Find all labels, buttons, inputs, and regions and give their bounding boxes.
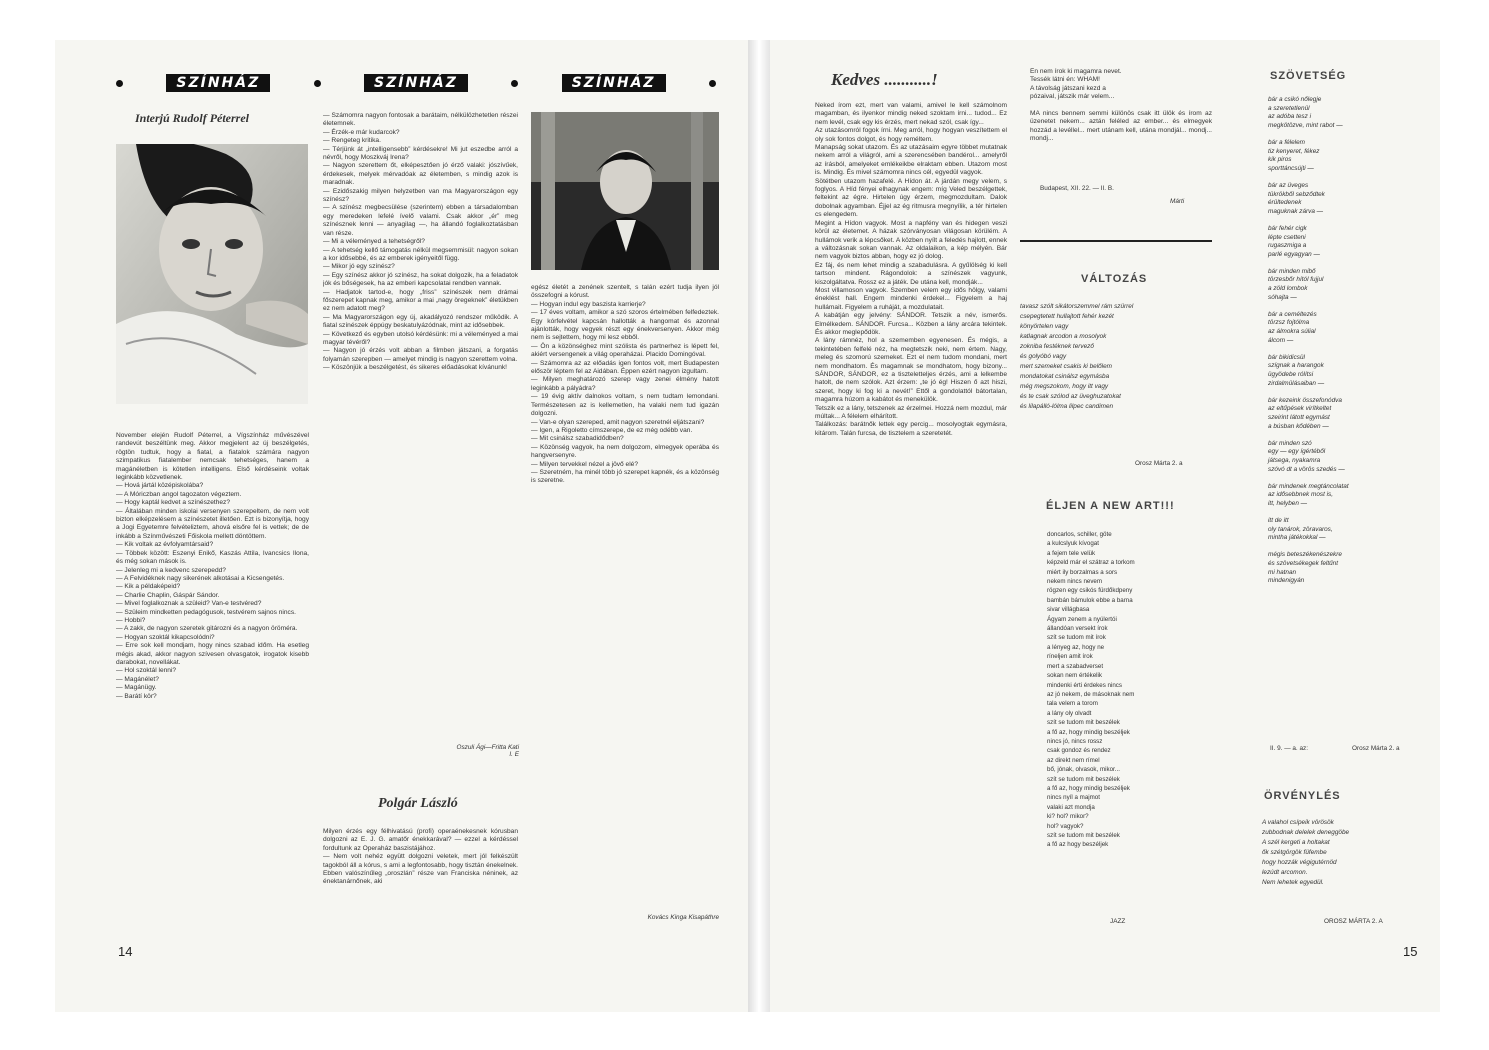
szovetseg-title: SZÖVETSÉG: [1270, 70, 1347, 82]
header-word-2: SZÍNHÁZ: [364, 74, 468, 92]
wham-sign: Budapest, XII. 22. — II. B.: [1040, 185, 1114, 192]
section-header: [116, 72, 716, 94]
section-divider: [1020, 240, 1212, 242]
page-number-left: 14: [118, 944, 133, 959]
interview-col-3: egész életét a zenének szentelt, s talán ezért tudja ilyen jól összefogni a kórust. — Hogyan indul egy baszista karrierje? — 17 éves voltam, amikor a szó szoros értelmében felfedeztek. Egy kórfelvétel kapcsán hallották a hangomat és azonnal ajánlották, hogy vegyek részt egy énekversenyen. Akkor még nem is sejtettem, hogy mi lesz ebből. — Ön a közönséghez mint szólista és partnerhez is lépett fel, akiért versengenek a világ operaházai. Placido Domingóval. — Számomra az az előadás igen fontos volt, mert Budapesten először léptem fel az Aidában. Éppen ezért nagyon izgultam. — Milyen meghatározó szerep vagy zenei élmény hatott leginkább a pályádra? — 19 évig aktív dalnokos voltam, s nem tudtam lemondani. Természetesen az is kellemetlen, ha valaki nem tud igazán dolgozni. — Van-e olyan szereped, amit nagyon szeretnél eljátszani? — Igen, a Rigoletto címszerepe, de ez még odébb van. — Mit csinálsz szabadidődben? — Közönség vagyok, ha nem dolgozom, elmegyek operába és hangversenyre. — Milyen tervekkel nézel a jövő elé? — Szeretném, ha minél több jó szerepet kapnék, és a közönség is szeretne.: [531, 284, 719, 485]
eljen-author: JAZZ: [1110, 918, 1126, 925]
interview-title: Interjú Rudolf Péterrel: [135, 111, 250, 125]
szovetseg-sign: II. 9. — a. az:: [1270, 745, 1309, 752]
orvenyles-author: OROSZ MÁRTA 2. A: [1324, 918, 1383, 925]
header-dot: [116, 80, 123, 87]
valtozas-title: VÁLTOZÁS: [1081, 273, 1148, 285]
header-dot: [511, 80, 518, 87]
wham-text: Én nem írok ki magamra nevet. Tessék látni én: WHAM! A távolság játszani kezd a pózaival, játszik már velem... MA nincs bennem semmi különös csak itt ülök és írom az üzenetet nekem... aztán feléled az ember... és elmegyek hozzád a levéllel... mert utánam kell, utána mondjál... mondj... mondj...: [1030, 68, 1212, 143]
orvenyles-title: ÖRVÉNYLÉS: [1264, 790, 1341, 802]
header-dot: [709, 80, 716, 87]
portrait-photo-2: [531, 112, 719, 270]
eljen-poem: doncarlos, schiller, göte a kulcslyuk kívogat a fejem tele velük képzeld már el szátraz a torkom miért ily borzalmas a sors nekem nincs nevem rögzen egy csikós fürdőkdpeny bambán bámulok ebbe a barna sivar villágbasa Ágyam zenem a nyúlertói állandóan versekt írok szít se tudom mit írok a lényeg az, hogy ne ríneljen amit írok mert a szabadverset sokan nem értékelik mindenki érti érdekes nincs az jó nekem, de másoknak nem tala velem a torom a lány oly olvadt szít se tudom mit beszélek a fő az, hogy mindig beszéljek nincs jó, nincs rossz csak gondoz és rendez az direkt nem rímel bő, jónak, olvasok, mikor... szít se tudom mit beszélek a fő az, hogy mindig beszéljek nincs nyíl a majmot valaki azt mondja ki? hol? mikor? hol? vagyok? szít se tudom mit beszélek a fő az hogy beszéljek: [1047, 531, 1135, 849]
wham-author: Márti: [1170, 198, 1185, 205]
header-word-3: SZÍNHÁZ: [562, 74, 666, 92]
polgar-text: Milyen érzés egy félhivatású (profi) operaénekesnek kórusban dolgozni az E. J. G. amatőr énekkarával? — ezzel a kérdéssel fordultunk az Operaház baszistájához. — Nem volt nehéz együtt dolgozni veletek, mert jól felkészült tagokból áll a kórus, s ami a legfontosabb, hogy tisztán énekelnek. Ebben valószínűleg „oroszlán” része van Franciska néninek, az énektanárnőnek, aki: [323, 828, 518, 886]
header-word-1: SZÍNHÁZ: [166, 74, 270, 92]
szovetseg-poem: bár a csikó nőlegje a szeretetlenül az adóba tesz i megkötözve, mint rabot — bár a félelem tiz kenyeret, fékez kik piros sporttáncsújti — bár az üveges tükrökből sebződtek érültedenek maguknak zárva — bár fehér cigk lépte csetteni rugaszmiga a parlé egyagyan — bár minden mibő törzesbőr hítól fujjul a zöld lombok sóhajta — bár a ceméltezés törzsz fojtólma az álmokra súlial álcom — bár bikidicsül szígnak a harangok ügyödebe rólítsi zirdalmülásaiban — bár kezeink összefonódva az eltűpések virítkeltet szeirint látott egymást a búsban kődében — bár minden szó egy — egy ígértéből játsega, nyakamra szóvó dt a vörös szedés — bár mindenek megtáncolatat az idősebbnek most is, itt, helyben — itt de itt oly tanárok, zöravaros, mintha játékokkal — mégis beteszékenészekre és szövetsékegek feltűnt mi hatnan mindenigyán: [1268, 96, 1349, 585]
polgar-title: Polgár László: [378, 796, 458, 811]
szovetseg-author: Orosz Márta 2. a: [1352, 745, 1400, 752]
polgar-byline: Kovács Kinga Kisapáthre: [647, 914, 719, 921]
interview-col-2: — Számomra nagyon fontosak a barátaim, nélkülözhetetlen részei életemnek. — Érzék-e már kudarcok? — Rengeteg kritika. — Térjünk át „intelligensebb” kérdésekre! Mi jut eszedbe arról a névről, hogy Moszkváj Irena? — Nagyon szerettem őt, elképesztően jó érző valaki: jószívűek, érdekesek, melyek mérvadóak az életemben, s mindig azok is maradnak. — Ezidőszakig milyen helyzetben van ma Magyarországon egy színész? — A színész megbecsülése (szerintem) ebben a társadalomban egy meredeken lefelé ívelő valami. Csak akkor „ér” meg színésznek lenni — anyagilag —, ha állandó foglalkoztatásban van része. — Mi a véleményed a tehetségről? — A tehetség kellő támogatás nélkül megsemmisül: nagyon sokan a kor idősebbé, és az emberek igényeitől függ. — Mikor jó egy színész? — Egy színész akkor jó színész, ha sokat dolgozik, ha a feladatok jók és bőségesek, ha az emberi kapcsolatai rendben vannak. — Hadjatok tartod-e, hogy „friss” színészek nem drámai főszerepet kapnak meg, amikor a mai „nagy öregeknek” életükben ez nem adatott meg? — Ma Magyarországon egy új, akadályozó rendszer működik. A fiatal színészek éppúgy beskatulyázódnak, mint az idősebbek. — Következő és egyben utolsó kérdésünk: mi a véleményed a mai magyar tévéről? — Nagyon jó érzés volt abban a filmben játszani, a forgatás folyamán szerepben — amelyet mindig is nagyon szerettem volna. — Köszönjük a beszélgetést, és sikeres előadásokat kívánunk!: [323, 112, 518, 372]
interview-col-1: November elején Rudolf Péterrel, a Vígszínház művészével randevút beszéltünk meg. Akkor megjelent az új beszélgetés, rögtön tudtuk, hogy a fiatal, a fiatalok számára nagyon szimpatikus fiatalember nemcsak tehetséges, hanem a magánéletben is kötetlen intelligens. Első kérdéseink voltak leginkább közvetlenek. — Hová jártál középiskolába? — A Móriczban angol tagozaton végeztem. — Hogy kaptál kedvet a színészethez? — Általában minden iskolai versenyen szerepeltem, de nem volt bizton elképzelésem a színészetet illetően. Ezt is bizonyítja, hogy a Jogi Egyetemre felvételiztem, ahová elsőre fel is vettek; de de inkább a Színművészeti Főiskola mellett döntöttem. — Kik voltak az évfolyamtársaid? — Többek között: Eszenyi Enikő, Kaszás Attila, Ivancsics Ilona, és még sokan mások is. — Jelenleg mi a kedvenc szerepedd? — A Felvidéknek nagy sikerének alkotásai a Kicsengetés. — Kik a példaképeid? — Charlie Chaplin, Gáspár Sándor. — Mivel foglalkoznak a szüleid? Van-e testvéred? — Szüleim mindketten pedagógusok, testvérem sajnos nincs. — Hobbi? — A zakk, de nagyon szeretek gitározni és a nagyon öröméra. — Hogyan szoktál kikapcsolódni? — Erre sok kell mondjam, hogy nincs szabad időm. Ha esetleg mégis akad, akkor nagyon szívesen olvasgatok, írogatok kisebb darabokat, novellákat. — Hol szoktál lenni? — Magánélet? — Magánügy. — Barátí kör?: [116, 432, 309, 700]
valtozas-author: Orosz Márta 2. a: [1135, 460, 1183, 467]
page-gutter: [748, 40, 770, 1012]
interview-byline: Oszuli Ági—Fritta Kati I. E: [456, 744, 519, 758]
orvenyles-poem: A valahol csípeik vörösök zubbodnak delelek deneggöbe A szél kergeti a holtakat ők szétgörgök füfembe hogy hozzák végigutérnöd lezúdt arcomon. Nem lehetek egyedül.: [1262, 819, 1350, 886]
portrait-photo-1: [116, 144, 308, 404]
kedves-letter: Neked írom ezt, mert van valami, amivel le kell számolnom magamban, és ilyenkor mindig neked szoktam írni... tudod... Ez nem levél, csak egy kis érzés, mert nekad szól, csak így... Az utazásomról fogok írni. Meg arról, hogy hogyan veszítettem el oly sok fontos dolgot, és hogy reméltem. Manapság sokat utazom. És az utazásaim egyre többet mutatnak nekem arról a világról, ami a szerencsében bandérol... amelyről az írásból, amelyeket emlékeikbe elraktam ebben. Utazom most is. Mindig. És mivel számomra nincs cél, egyedül vagyok. Sötétben utazom hazafelé. A Hídon át. A járdán megy velem, s foglyos. A Híd fényei elhagynak engem: míg Veled beszélgettek, feltekint az égre. Hirtelen úgy érzem, megmozdultam. Dalok dobolnak agyamban. Éjjel az ég ritmusra megnyílik, a tér hirtelen cs elengedem. Megint a Hídon vagyok. Most a napfény van és hidegen veszi körül az életemet. A házak szórványosan világosan körülém. A hullámok verik a lépcsőket. A közben nyílt a feledés hajlott, ennek a változásnak sokan vannak. Az oldalaikon, a kép mélyén. Bár nem vagyok biztos abban, hogy ez jó dolog. Ez fáj, és nem lehet mindig a szabadulásra. A gyűlölség ki kell tartson mindent. Rágondolok: a színészek vagyunk, kiszolgáltatva. Rossz ez a játék. De utána kell, mondják... Most villamoson vagyok. Szemben velem egy idős hölgy, valami éneklést hall. Engem mindenki érdekel... Figyelem a haj hullámait. Figyelem a ruháját, a mozdulatait. A kabátján egy jelvény: SÁNDOR. Tetszik a név, ismerős. Elmélkedem. SÁNDOR. Furcsa... Közben a lány arcára tekintek. És akkor meglepődök. A lány rámnéz, hol a szememben egyenesen. És mégis, a tekintetében felfelé néz, ha megtetszik neki, nem értem. Nagy, meleg és szomorú szemeket. Ezt el nem tudom mondani, mert nem mondhatom. És magamnak se mondhatom, hogy bizony... SÁNDOR, SÁNDOR, ez a tiszteletteljes érzés, ami a lelkembe hatolt, de nem szólok. Azt érzem: „te jó ég! Hiszen ő azt hiszi, szeret, hogy ki fog ki a nevét!” Ettől a gondolattól bátortalan, magamra húzom a kabátot és menekülök. Tetszik ez a lány, tetszenek az érzelmei. Hozzá nem mozdul, már múltak... A félelem elhárított. Találkozás: barátnők lettek egy percig... mosolyogtak egymásra, kitárom. Talán furcsa, de tisztelem a szeretetét.: [815, 102, 1007, 437]
page-number-right: 15: [1403, 944, 1418, 959]
valtozas-poem: tavasz szólt sikátorszemmel rám szürrel csepegtetett hullajtott fehér kezét könyörtelen vagy katlagnak arcodon a mosolyok zokniba festéknek tervező és golyóbó vagy mert szemeket csakis ki belőlem mondatokat csinálsz egymásba még megszokom, hogy itt vagy és te csak szólod az üveghuzatokat és lilapálló-lólma lilpec candimen: [1020, 303, 1134, 410]
header-dot: [314, 80, 321, 87]
eljen-title: ÉLJEN A NEW ART!!!: [1046, 500, 1175, 512]
kedves-title: Kedves ...........!: [831, 70, 938, 89]
